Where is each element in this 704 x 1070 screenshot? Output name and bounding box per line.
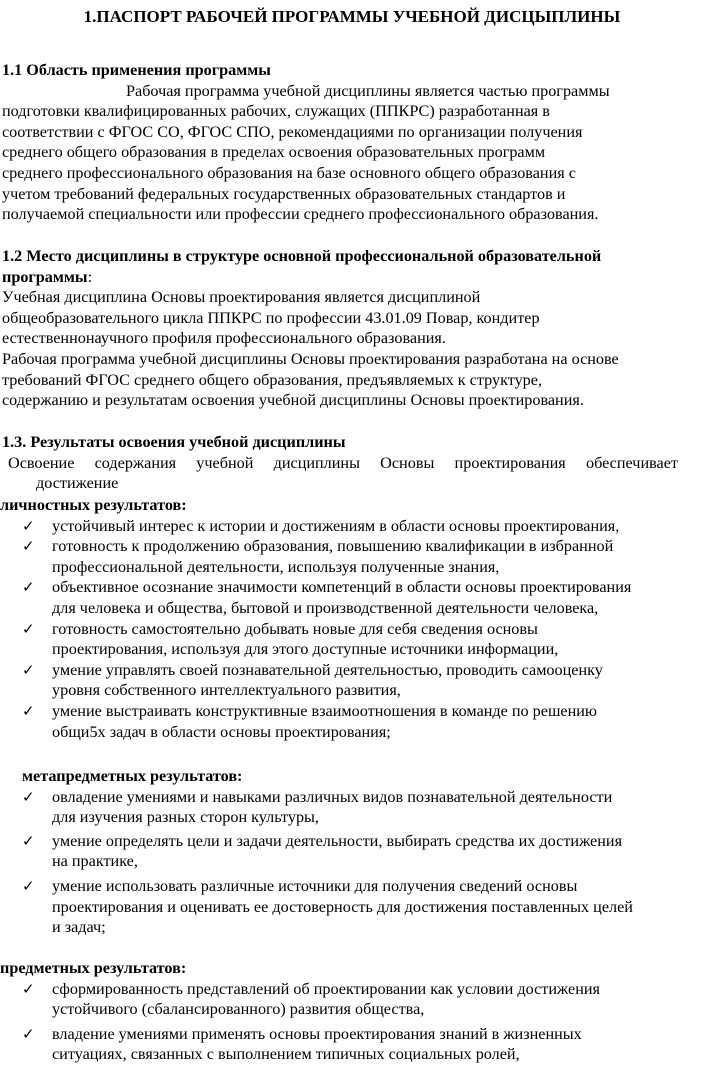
subject-results-list	[0, 979, 696, 1065]
section-1-2-heading: 1.2 Место дисциплины в структуре основной профессиональной образовательной	[2, 247, 602, 265]
section-1-2-heading-cont: программы	[2, 267, 88, 286]
paragraph-line: содержанию и результатам освоения учебной дисциплины Основы проектирования.	[2, 391, 584, 410]
subject-results	[0, 958, 696, 1065]
subject-results-label: предметных результатов:	[0, 959, 187, 977]
personal-results-label: личностных результатов:	[0, 496, 187, 514]
meta-results	[0, 766, 696, 938]
intro-line: достижение	[36, 474, 119, 493]
paragraph-line: Рабочая программа учебной дисциплины является частью программы	[126, 81, 610, 100]
meta-results-label: метапредметных результатов:	[22, 767, 243, 785]
section-1-2	[2, 246, 698, 411]
paragraph-line: Рабочая программа учебной дисциплины Основы проектирования разработана на основе	[2, 349, 619, 368]
intro-line: Освоение содержания учебной дисциплины Основы проектирования обеспечивает	[8, 453, 678, 472]
checklist-item-line: владение умениями применять основы проектирования знаний в жизненных	[52, 1024, 582, 1043]
checklist-item-line: для изучения разных сторон культуры,	[52, 808, 319, 827]
checklist-item	[0, 516, 696, 537]
personal-results-list	[0, 516, 696, 743]
checklist-item	[0, 1024, 696, 1065]
checklist-item	[0, 660, 696, 701]
checklist-item-line: готовность самостоятельно добывать новые для себя сведения основы	[52, 619, 538, 638]
checkmark-icon: ✓	[22, 578, 35, 597]
checklist-item	[0, 701, 696, 742]
checklist-item	[0, 577, 696, 618]
checkmark-icon: ✓	[22, 979, 35, 998]
section-1-1	[2, 60, 698, 225]
checklist-item	[0, 787, 696, 828]
checklist-item-line: устойчивого (сбалансированного) развития общества,	[52, 1000, 425, 1019]
paragraph-line: соответствии с ФГОС СО, ФГОС СПО, рекомендациями по организации получения	[2, 122, 583, 141]
checklist-item	[0, 979, 696, 1020]
checkmark-icon: ✓	[22, 831, 35, 850]
heading-colon: :	[87, 267, 93, 286]
checklist-item	[0, 876, 696, 938]
checklist-item-line: умение выстраивать конструктивные взаимоотношения в команде по решению	[52, 701, 598, 720]
checkmark-icon: ✓	[22, 876, 35, 895]
paragraph-line: подготовки квалифицированных рабочих, служащих (ППКРС) разработанная в	[2, 102, 550, 121]
document-title: 1.ПАСПОРТ РАБОЧЕЙ ПРОГРАММЫ УЧЕБНОЙ ДИСЦЫПЛИНЫ	[83, 7, 621, 26]
checklist-item-line: объективное осознание значимости компетенций в области основы проектирования	[52, 578, 632, 597]
section-1-3	[2, 432, 698, 494]
section-1-1-heading: 1.1 Область применения программы	[2, 61, 271, 79]
checklist-item-line: профессиональной деятельности, используя полученные знания,	[52, 557, 500, 576]
checklist-item-line: уровня собственного интеллектуального развития,	[52, 681, 401, 700]
personal-results	[0, 495, 696, 742]
paragraph-line: получаемой специальности или профессии среднего профессионального образования.	[2, 205, 599, 224]
paragraph-line: среднего общего образования в пределах освоения образовательных программ	[2, 143, 546, 162]
paragraph-line: требований ФГОС среднего общего образования, предъявляемых к структуре,	[2, 370, 543, 389]
checklist-item-line: и задач;	[52, 918, 106, 937]
checklist-item-line: овладение умениями и навыками различных видов познавательной деятельности	[52, 787, 613, 806]
checklist-item-line: на практике,	[52, 852, 138, 871]
paragraph-line: общеобразовательного цикла ППКРС по профессии 43.01.09 Повар, кондитер	[2, 308, 540, 327]
checklist-item-line: умение определять цели и задачи деятельности, выбирать средства их достижения	[52, 831, 623, 850]
checklist-item-line: умение использовать различные источники для получения сведений основы	[52, 876, 578, 895]
paragraph-line: учетом требований федеральных государственных образовательных стандартов и	[2, 184, 566, 203]
checkmark-icon: ✓	[22, 516, 35, 535]
checklist-item-line: сформированность представлений об проектировании как условии достижения	[52, 979, 600, 998]
checklist-item-line: устойчивый интерес к истории и достижениям в области основы проектирования,	[52, 516, 620, 535]
checklist-item-line: проектирования и оценивать ее достоверность для достижения поставленных целей	[52, 897, 633, 916]
checkmark-icon: ✓	[22, 787, 35, 806]
checklist-item	[0, 619, 696, 660]
checkmark-icon: ✓	[22, 619, 35, 638]
checklist-item	[0, 536, 696, 577]
checkmark-icon: ✓	[22, 701, 35, 720]
checklist-item-line: умение управлять своей познавательной деятельностью, проводить самооценку	[52, 660, 603, 679]
paragraph-line: среднего профессионального образования на базе основного общего образования с	[2, 163, 576, 182]
checklist-item-line: проектирования, используя для этого доступные источники информации,	[52, 640, 559, 659]
section-1-3-heading: 1.3. Результаты освоения учебной дисциплины	[2, 433, 346, 451]
meta-results-list	[0, 787, 696, 938]
checkmark-icon: ✓	[22, 1024, 35, 1043]
checkmark-icon: ✓	[22, 537, 35, 556]
checklist-item-line: для человека и общества, бытовой и производственной деятельности человека,	[52, 598, 599, 617]
paragraph-line: естественнонаучного профиля профессионального образования.	[2, 329, 446, 348]
checklist-item-line: общи5х задач в области основы проектирования;	[52, 722, 391, 741]
checklist-item-line: готовность к продолжению образования, повышению квалификации в избранной	[52, 537, 614, 556]
checkmark-icon: ✓	[22, 660, 35, 679]
checklist-item	[0, 831, 696, 872]
paragraph-line: Учебная дисциплина Основы проектирования является дисциплиной	[2, 288, 481, 307]
checklist-item-line: ситуациях, связанных с выполнением типичных социальных ролей,	[52, 1045, 520, 1064]
